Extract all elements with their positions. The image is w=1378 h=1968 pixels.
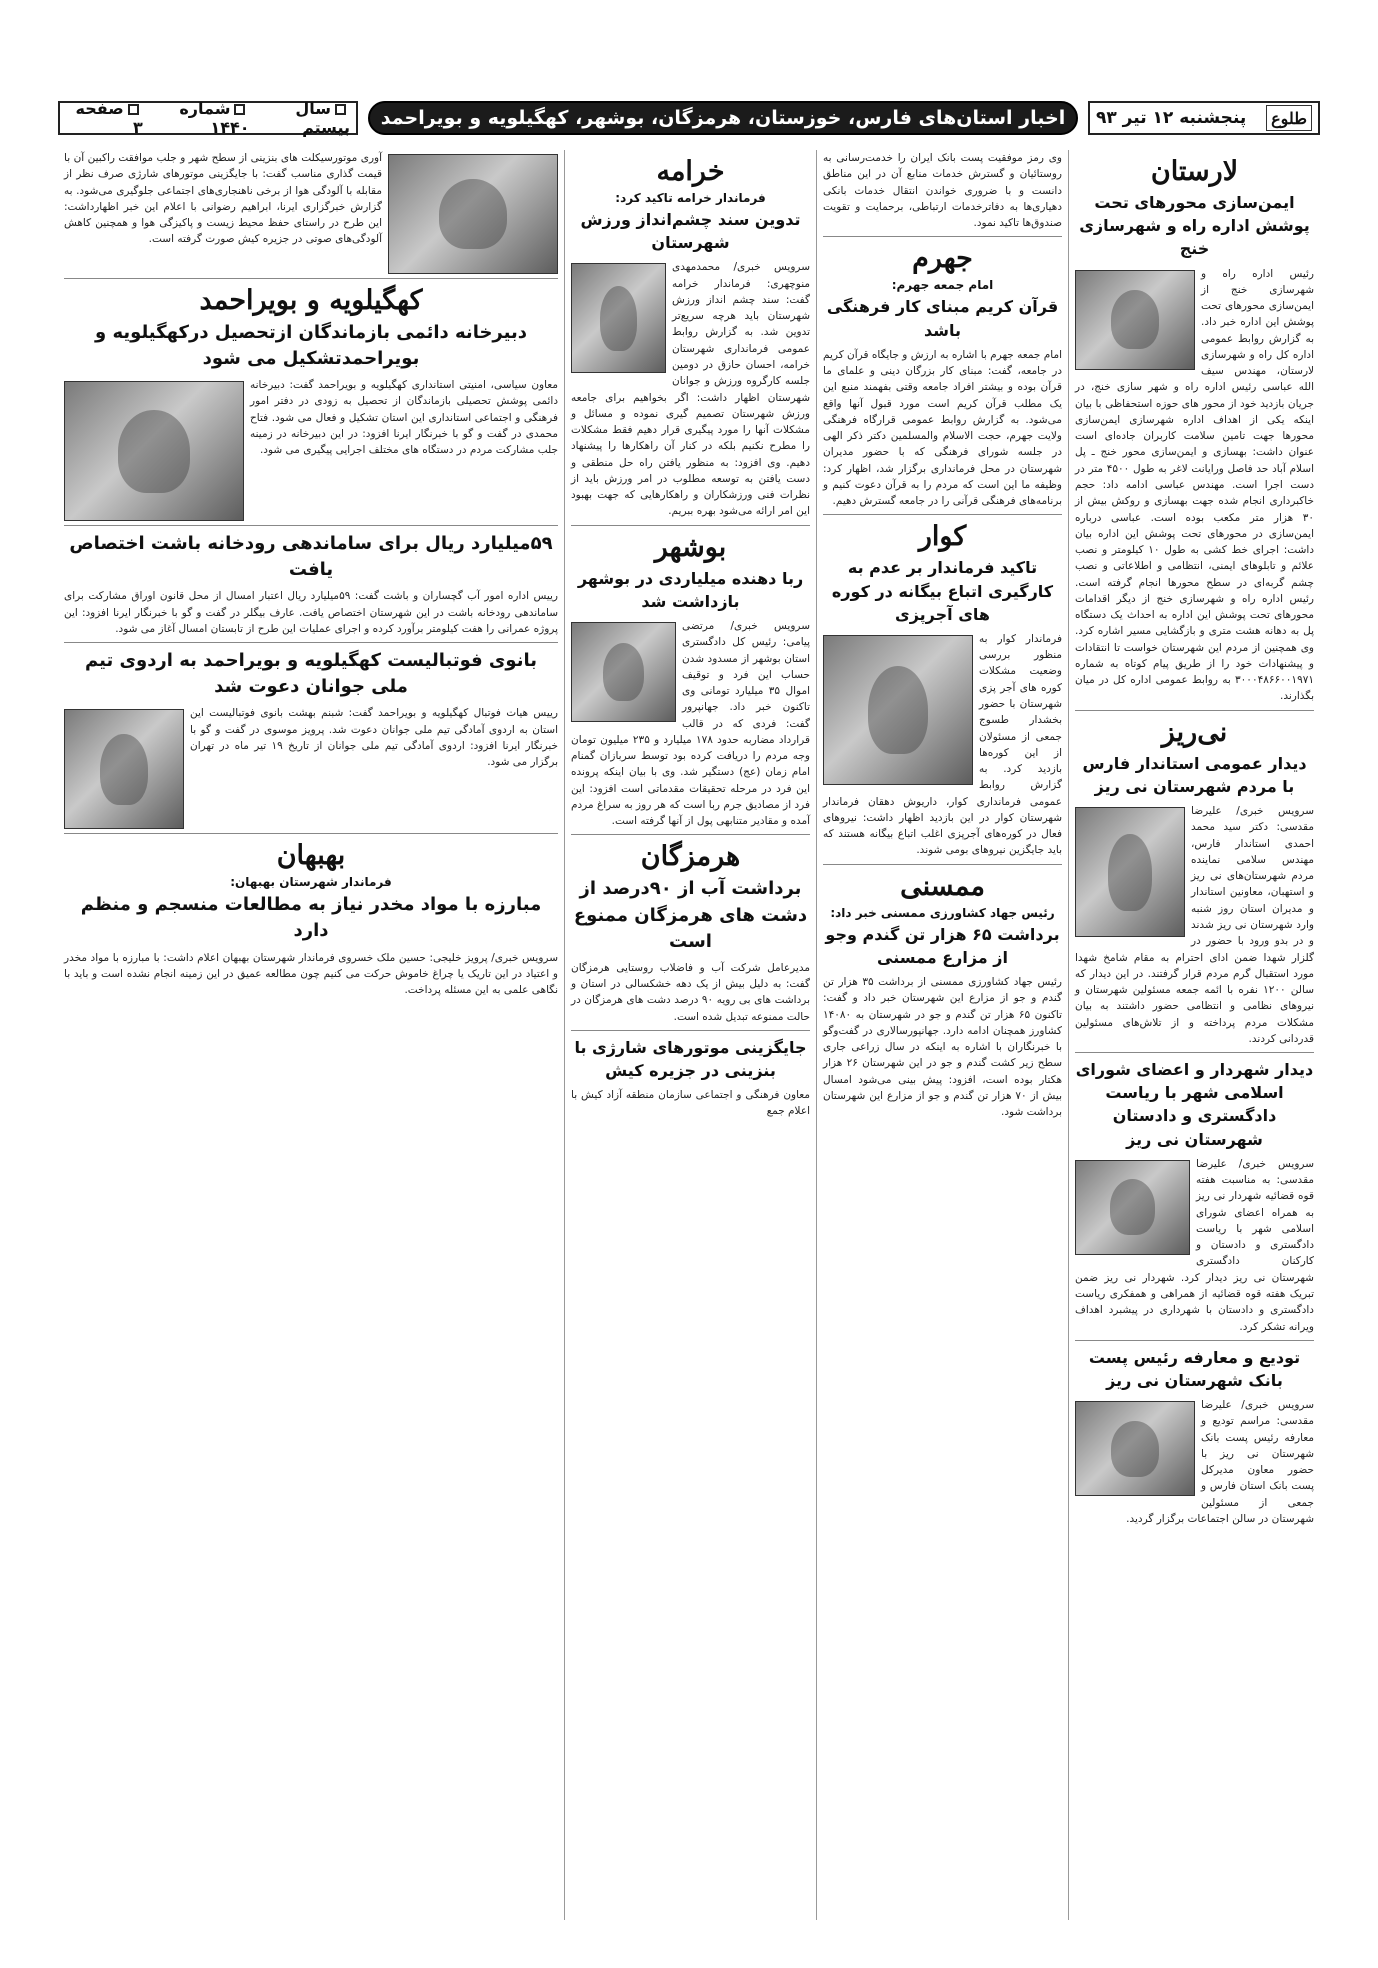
article-body: رییس هیات فوتبال کهگیلویه و بویراحمد گفت: شبنم بهشت بانوی فوتبالیست این استان به اردوی آمادگی تیم ملی جوانان دعوت شد. پرویز موسوی در گفت و گو با خبرنگار ایرنا افزود: اردوی آمادگی تیم ملی جوانان از تاریخ ۱۹ تیر ماه در تهران برگزار می شود. xyxy=(190,707,558,769)
page-number: صفحه ۳ xyxy=(75,99,143,137)
year-label: سال بیستم xyxy=(295,99,350,137)
masthead-date-box xyxy=(1088,101,1320,135)
article-kicker: فرماندار شهرستان بهبهان: xyxy=(230,875,392,890)
article-headline: مبارزه با مواد مخدر نیاز به مطالعات منسجم و منظم دارد xyxy=(80,894,542,942)
football-player-photo xyxy=(64,709,184,829)
article-kicker: رئیس جهاد کشاورزی ممسنی خبر داد: xyxy=(830,905,1055,920)
road-photo xyxy=(1075,270,1195,370)
article-body: رئیس اداره راه و شهرسازی خنج از ایمن‌سازی محورهای تحت پوشش این اداره خبر داد. به گزارش روابط عمومی اداره کل راه و شهرسازی لارستان، مهندس سیف الله عباسی رئیس اداره راه و شهر سازی خنج، در جریان بازدید خود از محور های حوزه استحفاظی با بیان اینکه یکی از اهداف اداره شهرسازی ایمن‌سازی محورها جهت تامین سلامت کاربران جاده‌ای است عنوان داشت: بهسازی و ایمن‌سازی محور خنج ـ پل اسلام آباد حد فاصل ورایانت لاغر به طول ۴۵۰۰ متر در دست اجرا است. مهندس عباسی ادامه داد: حجم خاکبرداری انجام شده جهت بهسازی و روکش بیش از ۳۰ هزار متر مکعب بوده است. عباسی درباره ایمن‌سازی در محورهای تحت پوشش این اداره بیان داشت: اجرای خط کشی به طول ۱۰ کیلومتر و نصب علائم و تابلوهای ایمنی، انتظامی و اطلاعاتی و نصب چشم گربه‌ای در سطح محورها انجام گرفته است. رئیس اداره راه و شهرسازی خنج از دیگر اقدامات محورهای تحت پوشش این اداره به احداث یک دستگاه پل به دهانه هشت متری و بازگشایی مسیر اشاره کرد. وی همچنین از مردم این شهرستان خواست تا انتقادات و پیشنهادات خود را از طریق پیام کوتاه به شماره ۳۰۰۰۴۸۶۶۰۰۱۹۷۱ به روابط عمومی اداره کل در میان بگذارند. xyxy=(1075,267,1315,703)
masthead xyxy=(58,100,1320,136)
city-title: خرامه xyxy=(656,156,725,187)
city-title: ممسنی xyxy=(900,870,985,902)
newspaper-logo: طلوع xyxy=(1266,105,1312,131)
article-headline: قرآن کریم مبنای کار فرهنگی باشد xyxy=(826,297,1059,340)
article-body: امام جمعه جهرم با اشاره به ارزش و جایگاه قرآن کریم در جامعه، گفت: مبنای کار بزرگان دینی و علمای ما قرآن بوده و بیشتر افراد جامعه وقتی بفهمند منبع این یک مطلب قرآن کریم است مورد قبول آنها واقع می‌شود. به گزارش روابط عمومی قرارگاه فرهنگی ولایت جهرم، حجت الاسلام والمسلمین دکتر ذکر الهی در جلسه شورای فرهنگی که با حضور مدیران شهرستان در محل فرمانداری برگزار شد، اظهار کرد: وظیفه ما این است که مردم را به قرآن دعوت کنیم و برنامه‌های فرهنگی قرآنی را در جامعه گسترش دهیم. xyxy=(823,348,1062,508)
article-kicker: امام جمعه جهرم: xyxy=(891,278,994,293)
column-2 xyxy=(816,150,1068,1920)
article-body: معاون سیاسی، امنیتی استانداری کهگیلویه و بویراحمد گفت: دبیرخانه دائمی پوشش تحصیلی بازماندگان از تحصیل به زودی در دفتر امور فرهنگی و اجتماعی استانداری این استان تشکیل و فعال می شود. فتاح محمدی در گفت و گو با خبرنگار ایرنا افزود: در این دبیرخانه در زمینه جلب مشارکت مردم در دستگاه های مختلف اجرایی پیگیری می شود. xyxy=(250,379,558,457)
city-title: لارستان xyxy=(1150,156,1239,187)
deputy-governor-photo xyxy=(64,381,244,521)
column-3 xyxy=(564,150,816,1920)
city-title: کهگیلویه و بویراحمد xyxy=(199,285,423,316)
article-headline: دیدار شهردار و اعضای شورای اسلامی شهر با ریاست دادگستری و دادستان شهرستان نی ریز xyxy=(1075,1060,1314,1149)
article-headline: تودیع و معارفه رئیس پست بانک شهرستان نی ریز xyxy=(1088,1347,1301,1390)
column-1 xyxy=(1068,150,1320,1920)
article-body: سرویس خبری/ محمدمهدی منوچهری: فرماندار خرامه گفت: سند چشم انداز ورزش شهرستان باید هرچه سریع‌تر تدوین شد. به گزارش روابط عمومی فرمانداری شهرستان خرامه، احسان حازق در دومین جلسه کارگروه ورزش و جوانان شهرستان اظهار داشت: اگر بخواهیم برای جامعه ورزش شهرستان تصمیم گیری نموده و مسائل و مشکلات آنها را مورد پیگیری قرار دهیم فقط مشکلات را مطرح نکنیم بلکه در کنار آن راهکارها را پیشنهاد دهیم. وی افزود: به منظور یافتن راه حل منطقی و دست یافتن به توسعه مطلوب در امر ورزش باید از نظرات فنی ورزشکاران و راهکارهایی که جهت بهبود این امر ارائه می‌شود بهره ببریم. xyxy=(571,261,810,518)
square-bullet-icon xyxy=(234,104,245,115)
article-body: معاون فرهنگی و اجتماعی سازمان منطقه آزاد کیش با اعلام جمع xyxy=(571,1089,810,1118)
article-continuation: وی رمز موفقیت پست بانک ایران را خدمت‌رسانی به روستائیان و گسترش خدمات منابع آن در این مناطق دانست و با ضروری خواندن انتقال خدمات بانکی دهیاری‌ها به دفاترخدمات ارتباطی، برحمایت و تقویت صندوق‌ها تاکید نمود. xyxy=(823,152,1062,230)
governor-speech-photo xyxy=(1075,807,1185,937)
council-meeting-photo xyxy=(1075,1160,1190,1255)
article-headline: برداشت ۶۵ هزار تن گندم وجو از مزارع ممسنی xyxy=(825,924,1060,967)
article-body: رئیس جهاد کشاورزی ممسنی از برداشت ۳۵ هزار تن گندم و جو از مزارع این شهرستان خبر داد و گفت: تاکنون ۶۵ هزار تن گندم و جو در شهرستان به ۱۴۰۸۰ کشاورز همچنان ادامه دارد. جهانپورسالاری در گفت‌وگو با خبرنگاران با اشاره به اینکه در سال زراعی جاری سطح زیر کشت گندم و جو در این شهرستان ۲۶ هزار هکتار بوده است، افزود: پیش بینی می‌شود امسال بیش از ۷۰ هزار تن گندم و جو از مزارع این شهرستان برداشت شود. xyxy=(823,976,1063,1119)
city-title: بوشهر xyxy=(654,531,727,563)
article-kicker: فرماندار خرامه تاکید کرد: xyxy=(615,191,766,205)
city-title: کوار xyxy=(918,521,967,553)
brick-kiln-visit-photo xyxy=(823,635,973,785)
article-headline: ۵۹میلیارد ریال برای ساماندهی رودخانه باشت اختصاص یافت xyxy=(69,533,553,581)
square-bullet-icon xyxy=(335,104,346,115)
issue-number: شماره ۱۴۴۰ xyxy=(179,99,250,137)
article-body: مدیرعامل شرکت آب و فاضلاب روستایی هرمزگان گفت: به دلیل بیش از یک دهه خشکسالی در استان و برداشت های بی رویه ۹۰ درصد دشت های هرمزگان در حالت ممنوعه تبدیل شده است. xyxy=(571,961,810,1023)
square-bullet-icon xyxy=(128,104,139,115)
article-continuation: آوری موتورسیکلت های بنزینی از سطح شهر و جلب موافقت راکبین آن با قیمت گذاری مناسب گفت: با جایگزینی موتورهای شارژی صرف نظر از مقابله با آلودگی هوا از برخی ناهنجاری‌های اجتماعی جلوگیری می‌شود. به گزارش خبرگزاری ایرنا، ابراهیم رضوانی با اعلام این خبر اظهارداشت: این طرح در راستای حفظ محیط زیست و پاکیزگی هوا و همچنین کاهش آلودگی‌های صوتی در جزیره کیش صورت گرفته است. xyxy=(64,152,382,246)
article-headline: تدوین سند چشم‌انداز ورزش شهرستان xyxy=(580,210,801,253)
governor-portrait-photo xyxy=(571,263,666,373)
article-body: سرویس خبری/ علیرضا مقدسی: مراسم تودیع و معارفه رئیس پست بانک شهرستان نی ریز با حضور معاون مدیرکل پست بانک استان فارس و جمعی از مسئولین شهرستان در سالن اجتماعات برگزار گردید. xyxy=(1126,1399,1314,1525)
bank-ceremony-photo xyxy=(1075,1401,1195,1496)
article-body: سرویس خبری/ علیرضا مقدسی: دکتر سید محمد احمدی استاندار فارس، مهندس سلامی نماینده مردم شهرستان‌های نی ریز و استهبان، معاونین استاندار و مدیران استان روز شنبه وارد شهرستان نی ریز شدند و در بدو ورود با حضور در گلزار شهدا ضمن ادای احترام به مقام شامخ شهدا مورد استقبال گرم مردم قرار گرفتند. در این دیدار که سالن ۱۲۰۰ نفره با ائمه جمعه مسئولین شهرستان و نیروهای نظامی و انتظامی حضور داشتند به بیان مشکلات مردم پرداخته و از تلاش‌های مسئولین قدردانی کردند. xyxy=(1075,805,1314,1045)
city-title: نی‌ریز xyxy=(1161,716,1228,748)
article-headline: ربا دهنده میلیاردی در بوشهر بازداشت شد xyxy=(577,568,804,611)
city-title: هرمزگان xyxy=(640,841,741,873)
article-headline: تاکید فرماندار بر عدم به کارگیری اتباع بیگانه در کوره های آجرپزی xyxy=(831,558,1054,624)
article-headline: برداشت آب از ۹۰درصد از دشت های هرمزگان ممنوع است xyxy=(573,878,808,952)
article-headline: دبیرخانه دائمی بازماندگان ازتحصیل درکهگیلویه و بویراحمدتشکیل می شود xyxy=(95,322,527,370)
article-headline: بانوی فوتبالیست کهگیلویه و بویراحمد به اردوی تیم ملی جوانان دعوت شد xyxy=(85,650,537,698)
article-body: فرماندار کوار به منظور بررسی وضعیت مشکلات کوره های آجر پزی شهرستان با حضور بخشدار طسوج جمعی از مسئولان از این کوره‌ها بازدید کرد. به گزارش روابط عمومی فرمانداری کوار، داریوش دهقان فرماندار شهرستان کوار در این بازدید اظهار داشت: نیروهای فعال در کوره‌های آجرپزی اغلب اتباع بیگانه هستند که باید جایگزین نیروهای بومی شوند. xyxy=(823,632,1062,857)
section-title: اخبار استان‌های فارس، خوزستان، هرمزگان، بوشهر، کهگیلویه و بویراحمد xyxy=(368,101,1078,135)
column-4 xyxy=(58,150,564,1920)
article-headline: دیدار عمومی استاندار فارس با مردم شهرستان نی ریز xyxy=(1082,753,1307,796)
article-body: سرویس خبری/ مرتضی پیامی: رئیس کل دادگستری استان بوشهر از مسدود شدن حساب این فرد و توقیف اموال ۳۵ میلیارد تومانی وی تاکنون خبر داد. جهانپرور گفت: فردی که در قالب قرارداد مضاربه حدود ۱۷۸ میلیارد و ۲۳۵ میلیون تومان وجه مردم را دریافت کرده بود توسط سربازان گمنام امام زمان (عج) دستگیر شد. وی با بیان اینکه پرونده این فرد در مرحله تحقیقات مقدماتی است افزود: این فرد از مصادیق جرم ربا است که هر روز به سراغ مردم آمده و مقادیر متنابهی پول از آنها گرفته است. xyxy=(571,620,810,828)
page-body xyxy=(58,150,1320,1920)
city-title: بهبهان xyxy=(276,840,346,872)
article-headline: جایگزینی موتورهای شارژی با بنزینی در جزیره کیش xyxy=(574,1037,807,1080)
issue-info xyxy=(58,101,358,135)
article-body: رییس اداره امور آب گچساران و باشت گفت: ۵۹میلیارد ریال اعتبار امسال از محل قانون اوراق مشارکت برای ساماندهی رودخانه باشت در این شهرستان اختصاص یافت. عارف بیگلر در گفت و گو با خبرنگار ایرنا افزود: این پروژه عمرانی را هفت کیلومتر برآورد کرده و اجرای عملیات این طرح از تابستان امسال آغاز می شود. xyxy=(64,590,559,635)
article-headline: ایمن‌سازی محورهای تحت پوشش اداره راه و شهرسازی خنج xyxy=(1079,193,1310,259)
issue-date: پنجشنبه ۱۲ تیر ۹۳ xyxy=(1096,108,1247,128)
city-title: جهرم xyxy=(912,243,973,275)
judiciary-official-photo xyxy=(571,622,676,722)
kish-meeting-photo xyxy=(388,154,558,274)
article-body: سرویس خبری/ علیرضا مقدسی: به مناسبت هفته قوه قضائیه شهردار نی ریز به همراه اعضای شورای اسلامی شهر با ریاست دادگستری و دادستان و کارکنان دادگستری شهرستان نی ریز دیدار کرد. شهردار نی ریز ضمن تبریک هفته قوه قضائیه از همراهی و همفکری ریاست دادگستری و دادستان با شهرداری در پیشبرد اهداف ویرانه تشکر کرد. xyxy=(1075,1157,1314,1333)
article-body: سرویس خبری/ پرویز خلیجی: حسین ملک خسروی فرماندار شهرستان بهبهان اعلام داشت: با مبارزه با مواد مخدر و اعتیاد در این تاریک یا چراغ خاموش حرکت می کنیم چون مطالعه عمیق در این زمینه انجام نشده است و باید با نگاهی علمی به این مسئله پرداخت. xyxy=(64,951,558,997)
